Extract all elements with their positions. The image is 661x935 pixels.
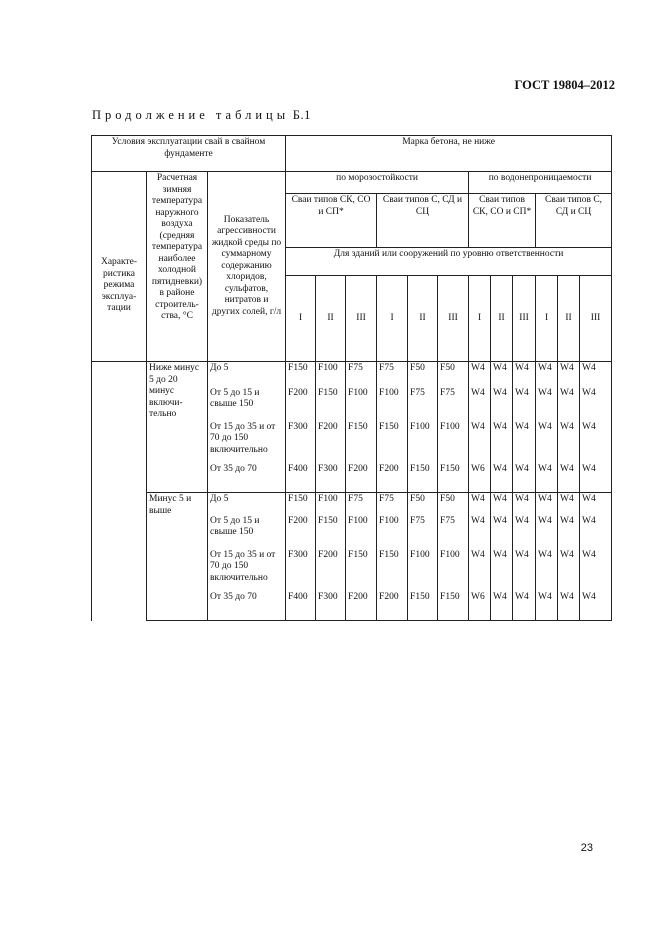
grade-cell: W6 xyxy=(469,591,491,621)
temperature-header: Расчетная зимняя температура наружного воздуха (средняя температура наиболее холодной пятидневки) в районе строитель-ства, °С xyxy=(147,172,208,362)
table-row xyxy=(92,493,612,515)
grade-cell: F300 xyxy=(286,549,316,591)
grade-cell: W4 xyxy=(558,493,580,515)
grade-cell: W4 xyxy=(558,515,580,549)
grade-cell: F150 xyxy=(346,421,377,463)
grade-cell: W4 xyxy=(536,591,558,621)
grade-cell: F300 xyxy=(286,421,316,463)
frost-header: по морозостойкости xyxy=(286,172,469,194)
aggressiveness-cell: До 5 xyxy=(208,362,286,387)
mode-cell xyxy=(92,362,147,621)
level-cell: III xyxy=(346,276,377,362)
grade-cell: W4 xyxy=(491,362,513,387)
grade-cell: F100 xyxy=(408,421,438,463)
grade-cell: F200 xyxy=(377,463,408,493)
grade-cell: F75 xyxy=(408,515,438,549)
grade-cell: W4 xyxy=(580,387,612,421)
water-group-1: Сваи типов СК, СО и СП* xyxy=(469,194,536,248)
frost-group-2: Сваи типов С, СД и СЦ xyxy=(377,194,469,248)
grade-cell: W6 xyxy=(469,463,491,493)
level-cell: I xyxy=(469,276,491,362)
level-cell: II xyxy=(408,276,438,362)
grade-cell: F75 xyxy=(438,387,469,421)
aggressiveness-cell: От 35 до 70 xyxy=(208,591,286,621)
grade-cell: W4 xyxy=(469,493,491,515)
frost-group-1: Сваи типов СК, СО и СП* xyxy=(286,194,377,248)
level-cell: I xyxy=(536,276,558,362)
grade-cell: F75 xyxy=(408,387,438,421)
grade-cell: W4 xyxy=(580,549,612,591)
water-group-2: Сваи типов С, СД и СЦ xyxy=(536,194,612,248)
grade-cell: F200 xyxy=(316,549,346,591)
level-cell: III xyxy=(580,276,612,362)
grade-cell: W4 xyxy=(513,421,536,463)
level-cell: I xyxy=(286,276,316,362)
grade-cell: F100 xyxy=(346,515,377,549)
grade-cell: F150 xyxy=(377,421,408,463)
grade-cell: W4 xyxy=(558,421,580,463)
grade-cell: W4 xyxy=(558,362,580,387)
concrete-grade-header: Марка бетона, не ниже xyxy=(286,136,612,172)
grade-cell: F300 xyxy=(316,463,346,493)
grade-cell: W4 xyxy=(469,421,491,463)
grade-cell: F100 xyxy=(438,421,469,463)
grade-cell: F400 xyxy=(286,591,316,621)
grade-cell: F200 xyxy=(316,421,346,463)
grade-cell: F50 xyxy=(408,362,438,387)
grade-cell: W4 xyxy=(580,463,612,493)
table-row xyxy=(92,362,612,387)
grade-cell: W4 xyxy=(491,549,513,591)
grade-cell: F150 xyxy=(346,549,377,591)
grade-cell: F100 xyxy=(316,362,346,387)
conditions-header: Условия эксплуатации свай в свайном фундаменте xyxy=(92,136,286,172)
grade-cell: W4 xyxy=(513,549,536,591)
grade-cell: F100 xyxy=(408,549,438,591)
concrete-grade-table xyxy=(91,135,612,621)
grade-cell: W4 xyxy=(536,515,558,549)
grade-cell: F100 xyxy=(316,493,346,515)
grade-cell: W4 xyxy=(469,549,491,591)
temperature-cell: Ниже минус 5 до 20 минус включи-тельно xyxy=(147,362,208,493)
grade-cell: F50 xyxy=(408,493,438,515)
responsibility-header: Для зданий или сооружений по уровню ответственности xyxy=(286,248,612,276)
grade-cell: F300 xyxy=(316,591,346,621)
grade-cell: W4 xyxy=(558,591,580,621)
aggressiveness-header: Показатель агрессивности жидкой среды по суммарному содержанию хлоридов, сульфатов, нитратов и других солей, г/л xyxy=(208,172,286,362)
water-header: по водонепроницаемости xyxy=(469,172,612,194)
grade-cell: W4 xyxy=(580,421,612,463)
caption-prefix: Продолжение таблицы xyxy=(92,108,290,122)
aggressiveness-cell: От 5 до 15 и свыше 150 xyxy=(208,387,286,421)
grade-cell: W4 xyxy=(580,591,612,621)
grade-cell: W4 xyxy=(513,387,536,421)
grade-cell: F75 xyxy=(438,515,469,549)
grade-cell: F150 xyxy=(316,387,346,421)
grade-cell: W4 xyxy=(536,549,558,591)
grade-cell: W4 xyxy=(491,515,513,549)
grade-cell: W4 xyxy=(580,515,612,549)
grade-cell: W4 xyxy=(469,362,491,387)
grade-cell: W4 xyxy=(580,362,612,387)
grade-cell: F150 xyxy=(438,591,469,621)
standard-header: ГОСТ 19804–2012 xyxy=(514,78,615,92)
grade-cell: W4 xyxy=(536,463,558,493)
grade-cell: F100 xyxy=(346,387,377,421)
grade-cell: F100 xyxy=(438,549,469,591)
aggressiveness-cell: От 5 до 15 и свыше 150 xyxy=(208,515,286,549)
grade-cell: F100 xyxy=(377,515,408,549)
level-cell: II xyxy=(491,276,513,362)
grade-cell: W4 xyxy=(491,493,513,515)
grade-cell: W4 xyxy=(558,463,580,493)
aggressiveness-cell: От 35 до 70 xyxy=(208,463,286,493)
grade-cell: F100 xyxy=(377,387,408,421)
grade-cell: F150 xyxy=(408,591,438,621)
grade-cell: F150 xyxy=(438,463,469,493)
grade-cell: W4 xyxy=(513,362,536,387)
grade-cell: F75 xyxy=(377,493,408,515)
page-number: 23 xyxy=(580,842,593,854)
grade-cell: F200 xyxy=(346,591,377,621)
grade-cell: F50 xyxy=(438,493,469,515)
grade-cell: W4 xyxy=(536,493,558,515)
grade-cell: W4 xyxy=(536,421,558,463)
grade-cell: W4 xyxy=(513,463,536,493)
level-cell: III xyxy=(438,276,469,362)
aggressiveness-cell: До 5 xyxy=(208,493,286,515)
grade-cell: W4 xyxy=(558,387,580,421)
level-cell: II xyxy=(316,276,346,362)
grade-cell: F150 xyxy=(316,515,346,549)
level-cell: II xyxy=(558,276,580,362)
grade-cell: F200 xyxy=(377,591,408,621)
grade-cell: W4 xyxy=(536,387,558,421)
grade-cell: W4 xyxy=(491,421,513,463)
grade-cell: W4 xyxy=(491,591,513,621)
caption-number: Б.1 xyxy=(292,108,311,122)
grade-cell: W4 xyxy=(536,362,558,387)
grade-cell: W4 xyxy=(491,463,513,493)
grade-cell: F200 xyxy=(346,463,377,493)
grade-cell: F75 xyxy=(346,362,377,387)
level-cell: III xyxy=(513,276,536,362)
aggressiveness-cell: От 15 до 35 и от 70 до 150 включительно xyxy=(208,421,286,463)
grade-cell: F75 xyxy=(377,362,408,387)
grade-cell: W4 xyxy=(513,591,536,621)
level-cell: I xyxy=(377,276,408,362)
grade-cell: W4 xyxy=(469,515,491,549)
grade-cell: F150 xyxy=(408,463,438,493)
grade-cell: F200 xyxy=(286,387,316,421)
grade-cell: W4 xyxy=(491,387,513,421)
grade-cell: F150 xyxy=(286,362,316,387)
grade-cell: F200 xyxy=(286,515,316,549)
temperature-cell: Минус 5 и выше xyxy=(147,493,208,621)
table-caption xyxy=(92,108,311,123)
grade-cell: F50 xyxy=(438,362,469,387)
grade-cell: F150 xyxy=(286,493,316,515)
aggressiveness-cell: От 15 до 35 и от 70 до 150 включительно xyxy=(208,549,286,591)
grade-cell: F400 xyxy=(286,463,316,493)
grade-cell: W4 xyxy=(469,387,491,421)
mode-header: Характе-ристика режима эксплуа-тации xyxy=(92,172,147,362)
grade-cell: W4 xyxy=(513,493,536,515)
grade-cell: F75 xyxy=(346,493,377,515)
grade-cell: W4 xyxy=(558,549,580,591)
grade-cell: W4 xyxy=(513,515,536,549)
grade-cell: F150 xyxy=(377,549,408,591)
grade-cell: W4 xyxy=(580,493,612,515)
